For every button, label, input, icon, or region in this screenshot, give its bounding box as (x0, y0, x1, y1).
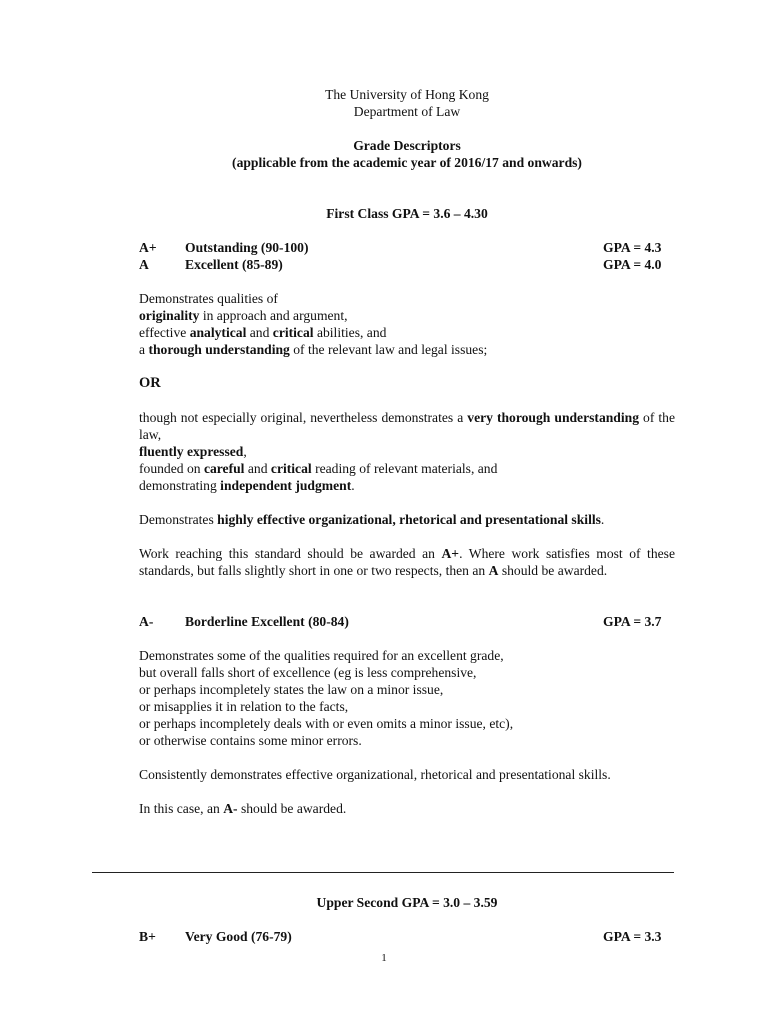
alternative-paragraph: though not especially original, nevertheless demonstrates a very thorough understanding of the law, (139, 410, 675, 442)
grade-description: Excellent (85-89) (185, 257, 283, 272)
upper-second-section (139, 894, 675, 945)
university-name: The University of Hong Kong (325, 87, 489, 102)
a-minus-line: but overall falls short of excellence (eg is less comprehensive, (139, 665, 477, 680)
a-minus-skills: Consistently demonstrates effective organizational, rhetorical and presentational skills. (139, 767, 611, 782)
department-name: Department of Law (353, 104, 461, 119)
grade-description: Borderline Excellent (80-84) (185, 614, 349, 629)
grade-row-a (139, 256, 675, 273)
or-label: OR (139, 375, 161, 391)
grade-gpa: GPA = 3.7 (603, 614, 662, 629)
a-minus-line: or perhaps incompletely deals with or even omits a minor issue, etc), (139, 716, 514, 731)
document-subtitle: (applicable from the academic year of 2016/17 and onwards) (232, 155, 582, 170)
a-minus-line: or misapplies it in relation to the facts, (139, 699, 349, 714)
grade-description: Outstanding (90-100) (185, 240, 309, 255)
grade-code: A (139, 257, 149, 272)
grade-gpa: GPA = 3.3 (603, 929, 662, 944)
qualities-intro: Demonstrates qualities of (139, 291, 278, 306)
qualities-line: originality in approach and argument, (139, 308, 348, 323)
grade-row-a-minus (139, 613, 675, 630)
grade-row-a-plus (139, 239, 675, 256)
document-title: Grade Descriptors (353, 138, 461, 153)
alternative-line: fluently expressed, (139, 444, 247, 459)
skills-paragraph: Demonstrates highly effective organizational, rhetorical and presentational skills. (139, 512, 605, 527)
qualities-line: a thorough understanding of the relevant law and legal issues; (139, 342, 488, 357)
a-minus-line: or perhaps incompletely states the law on a minor issue, (139, 682, 444, 697)
award-paragraph: Work reaching this standard should be awarded an A+. Where work satisfies most of these standards, but falls slightly short in one or two respects, then an A should be awarded. (139, 546, 675, 578)
grade-gpa: GPA = 4.3 (603, 240, 662, 255)
section-divider (92, 872, 674, 873)
grade-row-b-plus (139, 928, 675, 945)
grade-code: B+ (139, 929, 156, 944)
first-class-heading: First Class GPA = 3.6 – 4.30 (326, 206, 488, 221)
grade-code: A+ (139, 240, 157, 255)
page-content (139, 86, 675, 817)
grade-code: A- (139, 614, 154, 629)
alternative-line: founded on careful and critical reading of relevant materials, and (139, 461, 498, 476)
grade-gpa: GPA = 4.0 (603, 257, 662, 272)
alternative-line: demonstrating independent judgment. (139, 478, 355, 493)
upper-second-heading: Upper Second GPA = 3.0 – 3.59 (316, 895, 498, 910)
grade-description: Very Good (76-79) (185, 929, 292, 944)
qualities-line: effective analytical and critical abilities, and (139, 325, 387, 340)
a-minus-award: In this case, an A- should be awarded. (139, 801, 347, 816)
a-minus-line: or otherwise contains some minor errors. (139, 733, 362, 748)
a-minus-line: Demonstrates some of the qualities required for an excellent grade, (139, 648, 504, 663)
page-number: 1 (381, 952, 387, 964)
